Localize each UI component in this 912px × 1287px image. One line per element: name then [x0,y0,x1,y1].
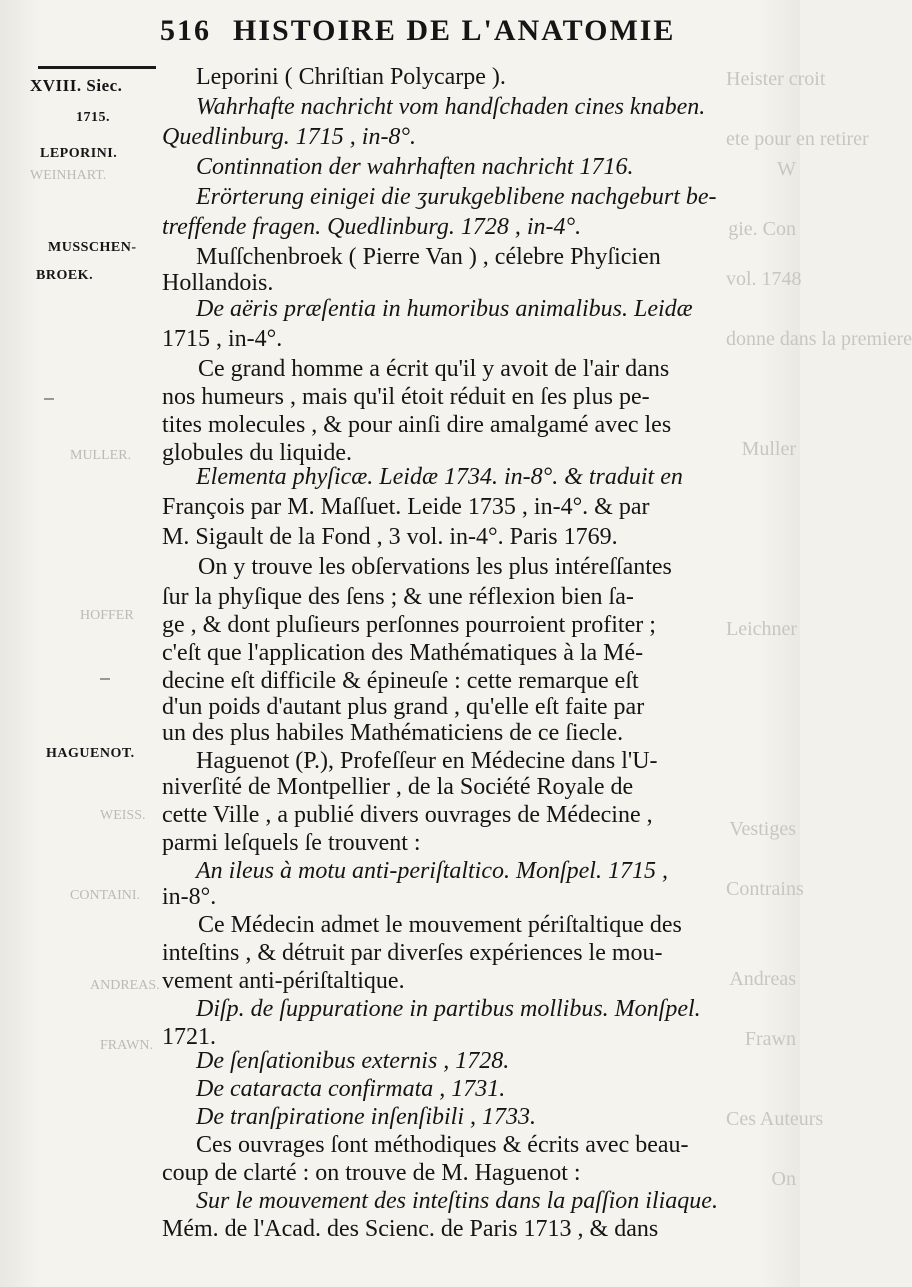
text-line: De ſenſationibus externis , 1728. [196,1048,510,1074]
running-title: HISTOIRE DE L'ANATOMIE [233,14,676,47]
bleed-through-text: Heister croit [726,68,826,90]
bleed-through-margin: WEINHART. [30,168,107,183]
bleed-through-text: Contrains [726,878,804,900]
text-line: De cataracta confirmata , 1731. [196,1076,506,1102]
text-line: 1715 , in-4°. [162,326,283,352]
margin-mark [44,398,54,400]
text-line: Ces ouvrages ſont méthodiques & écrits avec beau- [196,1132,689,1158]
bleed-through-text: Andreas [729,968,796,990]
text-line: inteſtins , & détruit par diverſes expériences le mou- [162,940,663,966]
text-line: 1721. [162,1024,216,1050]
text-line: ge , & dont pluſieurs perſonnes pourroient profiter ; [162,612,656,638]
text-line: ſur la phyſique des ſens ; & une réflexion bien ſa- [162,584,634,610]
bleed-through-margin: ANDREAS. [90,978,160,993]
text-line: Muſſchenbroek ( Pierre Van ) , célebre Phyſicien [196,244,661,270]
text-line: decine eſt difficile & épineuſe : cette remarque eſt [162,668,639,694]
margin-century: XVIII. Siec. [30,76,123,95]
page-number: 516 [160,14,211,47]
text-line: treffende fragen. Quedlinburg. 1728 , in-4°. [162,214,582,240]
text-line: Sur le mouvement des inteſtins dans la paſſion iliaque. [196,1188,718,1214]
text-line: Leporini ( Chriſtian Polycarpe ). [196,64,506,90]
margin-musschenbroek-2: BROEK. [36,268,94,283]
header-rule [38,66,156,69]
text-line: M. Sigault de la Fond , 3 vol. in-4°. Paris 1769. [162,524,618,550]
text-line: Mém. de l'Acad. des Scienc. de Paris 1713 , & dans [162,1216,659,1242]
bleed-through-text: gie. Con [728,218,796,240]
text-line: in-8°. [162,884,217,910]
text-line: An ileus à motu anti-periſtaltico. Monſpel. 1715 , [196,858,668,884]
text-line: Erörterung einigei die ʒurukgeblibene nachgeburt be- [196,184,717,210]
text-line: niverſité de Montpellier , de la Société Royale de [162,774,634,800]
text-line: un des plus habiles Mathématiciens de ce ſiecle. [162,720,624,746]
text-line: coup de clarté : on trouve de M. Haguenot : [162,1160,581,1186]
text-line: Wahrhafte nachricht vom handſchaden cines knaben. [196,94,706,120]
bleed-through-text: donne dans la premiere [726,328,912,350]
text-line: De aëris præſentia in humoribus animalibus. Leidæ [196,296,693,322]
bleed-through-text: Leichner [726,618,798,640]
bleed-through-margin: WEISS. [100,808,146,823]
text-line: nos humeurs , mais qu'il étoit réduit en ſes plus pe- [162,384,650,410]
bleed-through-text: Frawn [744,1028,796,1050]
margin-year: 1715. [76,110,110,125]
text-line: c'eſt que l'application des Mathématiques à la Mé- [162,640,644,666]
text-line: vement anti-périſtaltique. [162,968,405,994]
bleed-through-text: On [771,1168,796,1190]
margin-leporini: LEPORINI. [40,146,118,161]
bleed-through-text: vol. 1748 [726,268,802,290]
text-line: Ce Médecin admet le mouvement périſtaltique des [198,912,682,938]
text-line: Ce grand homme a écrit qu'il y avoit de l'air dans [198,356,670,382]
margin-musschenbroek-1: MUSSCHEN- [48,240,137,255]
bleed-through-margin: FRAWN. [100,1038,153,1053]
text-line: François par M. Maſſuet. Leide 1735 , in-4°. & par [162,494,650,520]
margin-mark [100,678,110,680]
text-line: cette Ville , a publié divers ouvrages de Médecine , [162,802,653,828]
text-line: De tranſpiratione inſenſibili , 1733. [196,1104,536,1130]
running-header [160,14,680,58]
margin-haguenot: HAGUENOT. [46,746,135,761]
text-line: Diſp. de ſuppuratione in partibus mollibus. Monſpel. [196,996,701,1022]
bleed-through-text: W [777,158,796,180]
bleed-through-text: Muller [741,438,796,460]
text-line: Hollandois. [162,270,274,296]
bleed-through-margin: CONTAINI. [70,888,141,903]
text-line: Elementa phyſicæ. Leidæ 1734. in-8°. & traduit en [196,464,683,490]
bleed-through-margin: MULLER. [70,448,132,463]
bleed-through-text: Vestiges [729,818,796,840]
text-line: Continnation der wahrhaften nachricht 1716. [196,154,634,180]
text-line: globules du liquide. [162,440,352,466]
bleed-through-margin: HOFFER [80,608,134,623]
bleed-through-text: Ces Auteurs [726,1108,824,1130]
text-line: On y trouve les obſervations les plus intéreſſantes [198,554,672,580]
text-line: d'un poids d'autant plus grand , qu'elle eſt faite par [162,694,645,720]
text-line: Quedlinburg. 1715 , in-8°. [162,124,417,150]
text-line: Haguenot (P.), Profeſſeur en Médecine dans l'U- [196,748,658,774]
text-line: parmi leſquels ſe trouvent : [162,830,421,856]
text-line: tites molecules , & pour ainſi dire amalgamé avec les [162,412,672,438]
bleed-through-text: ete pour en retirer [726,128,869,150]
